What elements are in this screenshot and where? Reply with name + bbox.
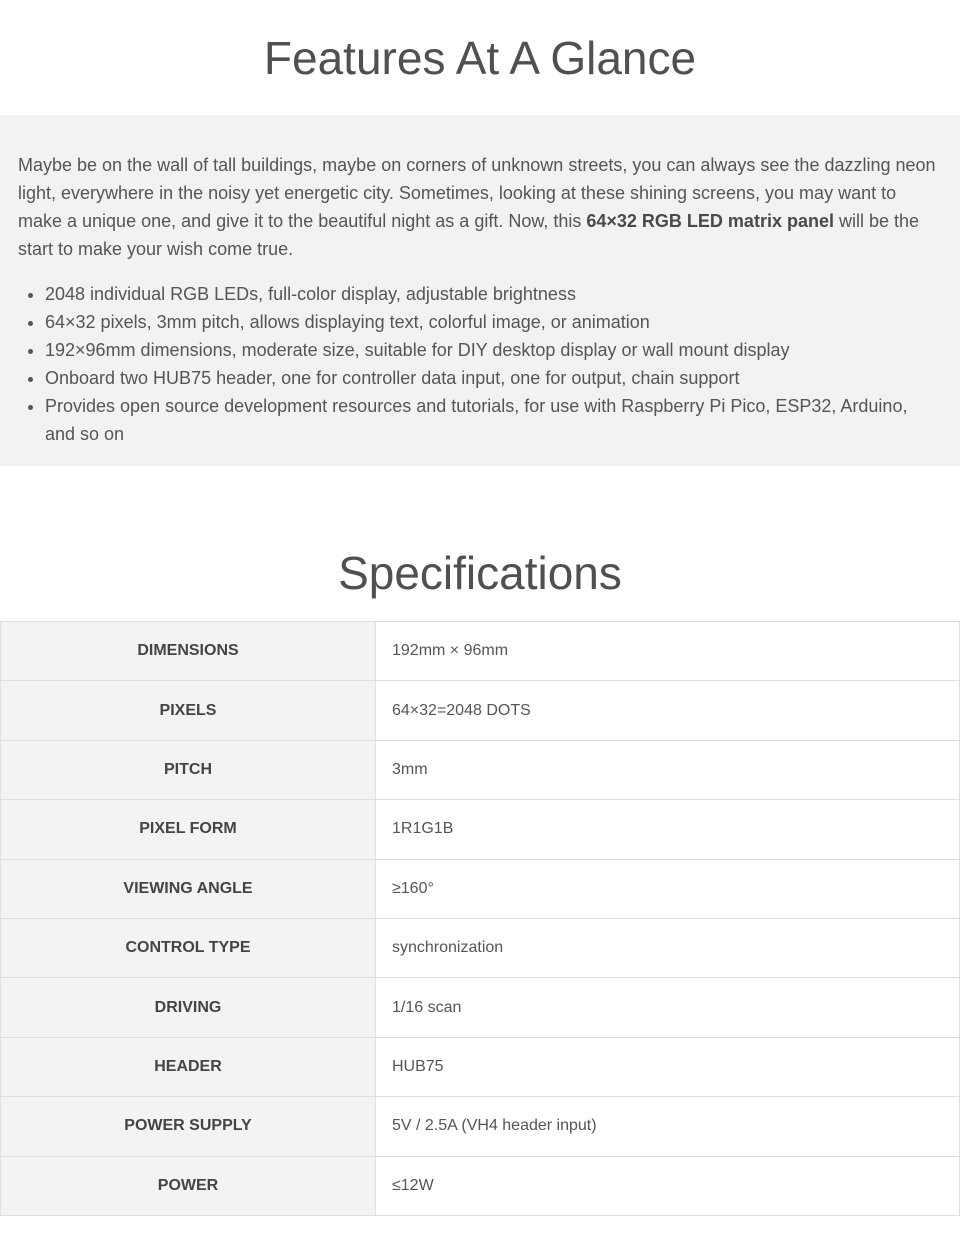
feature-item: • Provides open source development resources and tutorials, for use with Raspberry Pi Pico, ESP32, Arduino, and so on (45, 392, 942, 448)
features-title: Features At A Glance (263, 32, 697, 84)
table-row (1, 859, 960, 918)
spec-value: 192mm × 96mm (376, 622, 960, 681)
table-row (1, 918, 960, 977)
table-row (1, 800, 960, 859)
intro-product-name: 64×32 RGB LED matrix panel (586, 211, 834, 231)
table-row (1, 622, 960, 681)
intro-text-end: will be the start to make your wish come true. (18, 211, 920, 259)
spec-value: 1R1G1B (376, 800, 960, 859)
spec-value: ≤12W (376, 1156, 960, 1215)
spec-label: VIEWING ANGLE (1, 859, 376, 918)
specifications-title: Specifications (338, 547, 622, 599)
table-row (1, 1156, 960, 1215)
table-row (1, 1097, 960, 1156)
features-intro (18, 151, 942, 263)
spec-value: 3mm (376, 740, 960, 799)
spec-label: CONTROL TYPE (1, 918, 376, 977)
spec-value: ≥160° (376, 859, 960, 918)
spec-label: HEADER (1, 1037, 376, 1096)
spec-value: HUB75 (376, 1037, 960, 1096)
spec-value: 64×32=2048 DOTS (376, 681, 960, 740)
spec-value: 1/16 scan (376, 978, 960, 1037)
spec-label: PITCH (1, 740, 376, 799)
feature-item: • 192×96mm dimensions, moderate size, suitable for DIY desktop display or wall mount display (45, 336, 942, 364)
feature-item: • Onboard two HUB75 header, one for controller data input, one for output, chain support (45, 364, 942, 392)
feature-item: • 2048 individual RGB LEDs, full-color display, adjustable brightness (45, 280, 942, 308)
features-list (18, 280, 942, 448)
table-row (1, 978, 960, 1037)
table-row (1, 740, 960, 799)
spec-label: PIXEL FORM (1, 800, 376, 859)
features-section (0, 115, 960, 466)
spec-label: DIMENSIONS (1, 622, 376, 681)
spec-value: 5V / 2.5A (VH4 header input) (376, 1097, 960, 1156)
spec-label: DRIVING (1, 978, 376, 1037)
feature-item: • 64×32 pixels, 3mm pitch, allows displaying text, colorful image, or animation (45, 308, 942, 336)
spec-value: synchronization (376, 918, 960, 977)
specifications-table (0, 621, 960, 1216)
table-row (1, 1037, 960, 1096)
table-row (1, 681, 960, 740)
spec-label: POWER SUPPLY (1, 1097, 376, 1156)
spec-label: PIXELS (1, 681, 376, 740)
intro-text: Maybe be on the wall of tall buildings, maybe on corners of unknown streets, you can always see the dazzling neon light, everywhere in the noisy yet energetic city. Sometimes, looking at these shining screens, you may want to make a unique one, and give it to the beautiful night as a gift. Now, this (18, 155, 936, 231)
spec-label: POWER (1, 1156, 376, 1215)
